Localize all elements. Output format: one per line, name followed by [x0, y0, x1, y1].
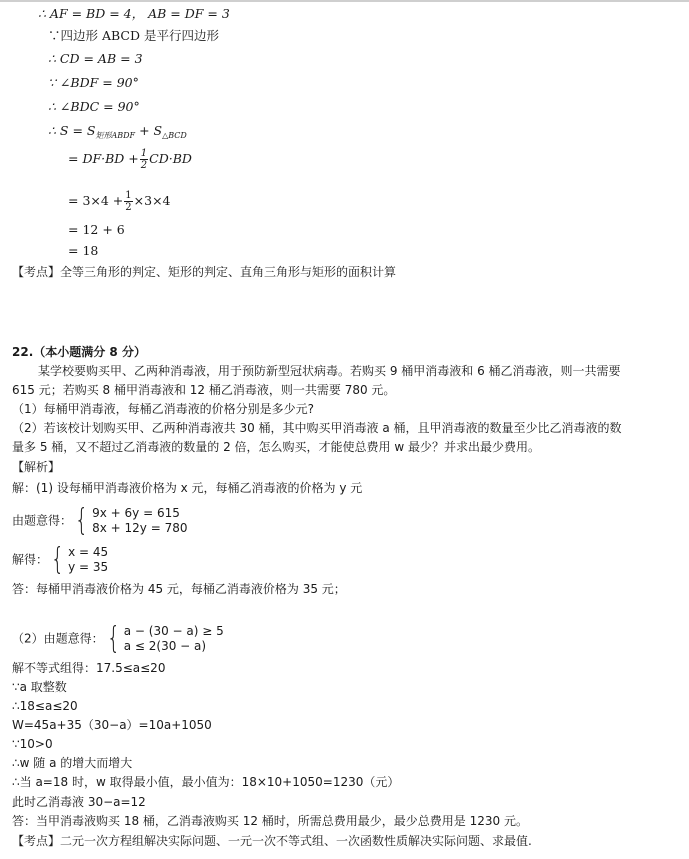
solution-22-minimum: ∴当 a=18 时，w 取得最小值，最小值为：18×10+1050=1230（元） — [12, 775, 400, 789]
solution-22-b-count: 此时乙消毒液 30−a=12 — [12, 795, 146, 809]
left-brace-icon: { — [50, 542, 65, 577]
inequality-system-label: （2）由题意得： — [12, 631, 104, 646]
fraction-half — [140, 148, 148, 171]
kaodian-22: 【考点】二元一次方程组解决实际问题、一元一次不等式组、一次函数性质解决实际问题、求最值. — [12, 834, 532, 848]
problem-22-question-2b: 量多 5 桶，又不超过乙消毒液的数量的 2 倍，怎么购买，才能使总费用 w 最少？并求出最少费用。 — [12, 440, 540, 454]
area-formula-a: = DF·BD + — [68, 151, 139, 166]
solution-line-parallelogram: ∵四边形 ABCD 是平行四边形 — [48, 28, 219, 43]
area-sum-subscript-tri: △BCD — [162, 131, 187, 140]
fraction-numerator: 1 — [125, 190, 132, 201]
equation-system-1-label: 由题意得： — [12, 513, 73, 528]
inequality-system — [12, 621, 224, 656]
problem-22-text-2: 615 元；若购买 8 桶甲消毒液和 12 桶乙消毒液，则一共需要 780 元。 — [12, 383, 396, 397]
equation-1: 9x + 6y = 615 — [92, 506, 180, 520]
problem-22-text-1: 某学校要购买甲、乙两种消毒液，用于预防新型冠状病毒。若购买 9 桶甲消毒液和 6 桶乙消毒液，则一共需要 — [38, 364, 621, 378]
solution-line-sum: = 12 + 6 — [68, 222, 125, 237]
equation-system-1 — [12, 503, 188, 538]
solution-line-af-bd: ∴ AF = BD = 4， AB = DF = 3 — [38, 6, 230, 21]
area-sum-subscript-rect: 矩形ABDF — [95, 131, 136, 140]
jiexi-label: 【解析】 — [12, 460, 61, 474]
equation-system-1-lines — [92, 506, 187, 536]
left-brace-icon: { — [74, 503, 89, 538]
solution-line-area-values — [68, 190, 171, 213]
area-values-a: = 3×4 + — [68, 193, 124, 208]
fraction-denominator: 2 — [125, 202, 132, 213]
page-top-edge — [0, 0, 689, 2]
solution-y: y = 35 — [68, 560, 109, 574]
solution-22-increasing: ∴w 随 a 的增大而增大 — [12, 756, 133, 770]
fraction-half-2 — [124, 190, 132, 213]
solution-line-area-sum — [48, 125, 187, 140]
area-formula-b: CD·BD — [149, 151, 192, 166]
fraction-numerator: 1 — [140, 148, 148, 159]
area-sum-plus: + S — [135, 123, 163, 138]
solution-system-body — [48, 542, 109, 577]
solution-22-range: ∴18≤a≤20 — [12, 699, 78, 713]
equation-2: 8x + 12y = 780 — [92, 521, 188, 535]
inequality-1: a − (30 − a) ≥ 5 — [123, 624, 224, 638]
left-brace-icon: { — [106, 621, 120, 656]
solution-x: x = 45 — [68, 545, 109, 559]
inequality-system-body — [104, 621, 224, 656]
solution-22-cost-function: W=45a+35（30−a）=10a+1050 — [12, 718, 212, 732]
solution-line-result: = 18 — [68, 243, 99, 258]
area-values-b: ×3×4 — [133, 193, 171, 208]
solution-22-slope: ∵10>0 — [12, 737, 53, 751]
solution-22-step-1: 解：(1) 设每桶甲消毒液价格为 x 元，每桶乙消毒液的价格为 y 元 — [12, 481, 363, 495]
solution-line-area-formula — [68, 148, 192, 171]
solution-system — [12, 542, 109, 577]
answer-22-part-1: 答：每桶甲消毒液价格为 45 元，每桶乙消毒液价格为 35 元； — [12, 582, 346, 596]
kaodian-21: 【考点】全等三角形的判定、矩形的判定、直角三角形与矩形的面积计算 — [12, 265, 397, 279]
answer-22-part-2: 答：当甲消毒液购买 18 桶，乙消毒液购买 12 桶时，所需总费用最少，最少总费用是 1230 元。 — [12, 814, 528, 828]
equation-system-1-body — [72, 503, 188, 538]
solution-system-lines — [68, 545, 108, 575]
inequality-system-lines — [124, 624, 224, 654]
solution-system-label: 解得： — [12, 552, 49, 567]
solution-22-inequality-result: 解不等式组得：17.5≤a≤20 — [12, 661, 166, 675]
problem-22-question-1: （1）每桶甲消毒液，每桶乙消毒液的价格分别是多少元? — [12, 402, 315, 416]
solution-line-angle-bdc: ∴ ∠BDC = 90° — [48, 99, 140, 114]
solution-line-angle-bdf: ∵ ∠BDF = 90° — [48, 75, 139, 90]
solution-22-integer: ∵a 取整数 — [12, 680, 67, 694]
problem-22-question-2a: （2）若该校计划购买甲、乙两种消毒液共 30 桶，其中购买甲消毒液 a 桶，且甲消毒液的数量至少比乙消毒液的数 — [12, 421, 622, 435]
area-sum-lhs: ∴ S = S — [48, 123, 96, 138]
inequality-2: a ≤ 2(30 − a) — [123, 639, 207, 653]
fraction-denominator: 2 — [140, 160, 148, 171]
solution-line-cd-ab: ∴ CD = AB = 3 — [48, 51, 143, 66]
problem-22-heading: 22.（本小题满分 8 分） — [12, 345, 146, 359]
